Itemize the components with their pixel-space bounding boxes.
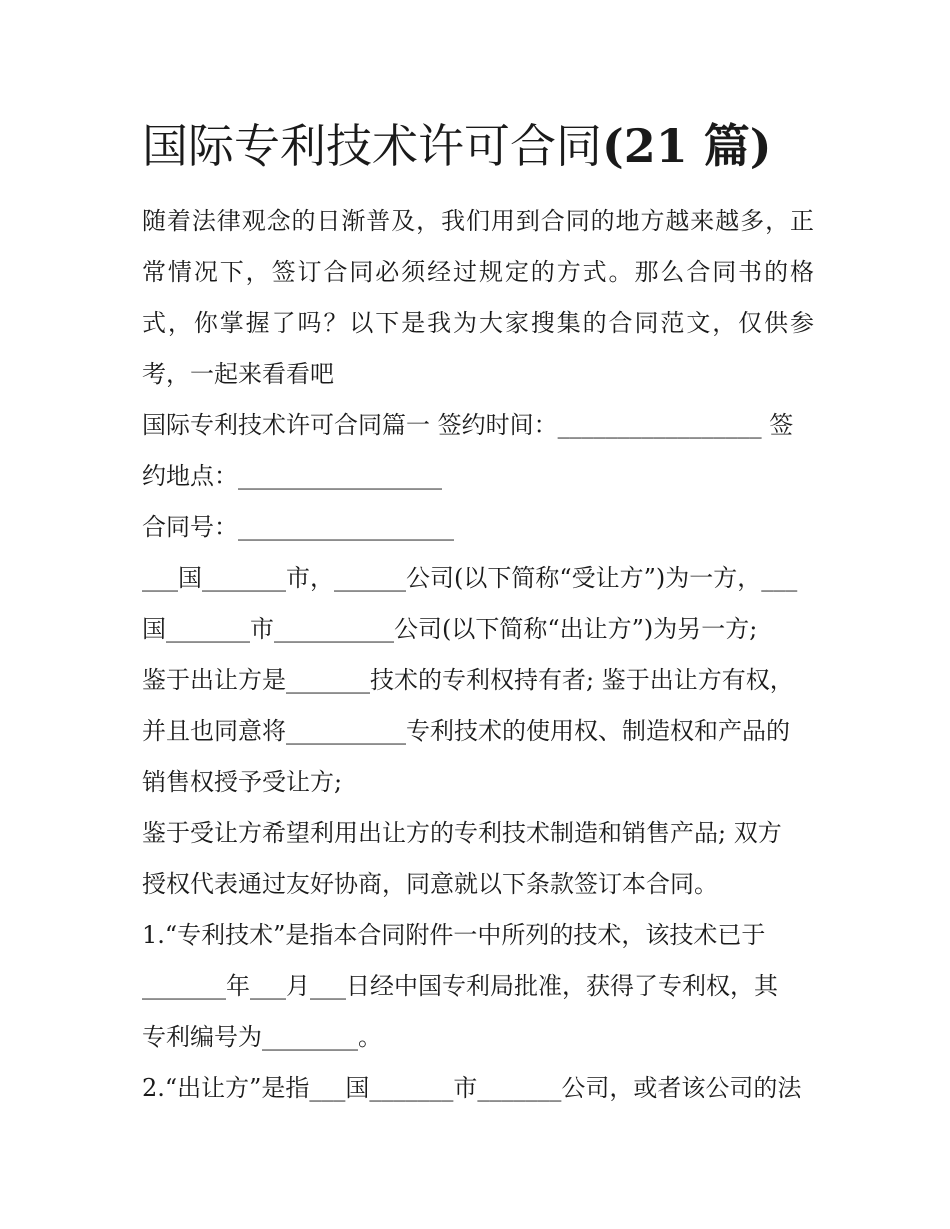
body-line: 随着法律观念的日渐普及，我们用到合同的地方越来越多，正	[142, 207, 814, 235]
body-line: 式，你掌握了吗？以下是我为大家搜集的合同范文，仅供参	[142, 309, 814, 337]
body-line: 1.“专利技术”是指本合同附件一中所列的技术，该技术已于	[142, 921, 766, 949]
body-line: ___国_______市，______公司(以下简称“受让方”)为一方，___	[142, 564, 798, 592]
body-line: 授权代表通过友好协商，同意就以下条款签订本合同。	[142, 870, 718, 898]
body-line: 销售权授予受让方;	[142, 768, 343, 796]
body-line: 考，一起来看看吧	[142, 360, 334, 388]
body-line: _______年___月___日经中国专利局批准，获得了专利权，其	[142, 972, 778, 1000]
document-body	[142, 196, 814, 1114]
body-line: 常情况下，签订合同必须经过规定的方式。那么合同书的格	[142, 258, 814, 286]
body-line: 鉴于受让方希望利用出让方的专利技术制造和销售产品; 双方	[142, 819, 782, 847]
body-line: 2.“出让方”是指___国_______市_______公司，或者该公司的法	[142, 1074, 802, 1102]
body-line: 国_______市__________公司(以下简称“出让方”)为另一方;	[142, 615, 758, 643]
body-line: 并且也同意将__________专利技术的使用权、制造权和产品的	[142, 717, 790, 745]
title-text: 国际专利技术许可合同	[142, 119, 602, 173]
body-line: 鉴于出让方是_______技术的专利权持有者; 鉴于出让方有权，	[142, 666, 794, 694]
document-title	[142, 112, 842, 180]
body-line: 国际专利技术许可合同篇一 签约时间：_________________ 签	[142, 411, 794, 439]
body-line: 合同号：__________________	[142, 513, 454, 541]
body-line: 专利编号为________。	[142, 1023, 382, 1051]
title-count: (21 篇)	[602, 119, 772, 173]
body-line: 约地点：_________________	[142, 462, 442, 490]
